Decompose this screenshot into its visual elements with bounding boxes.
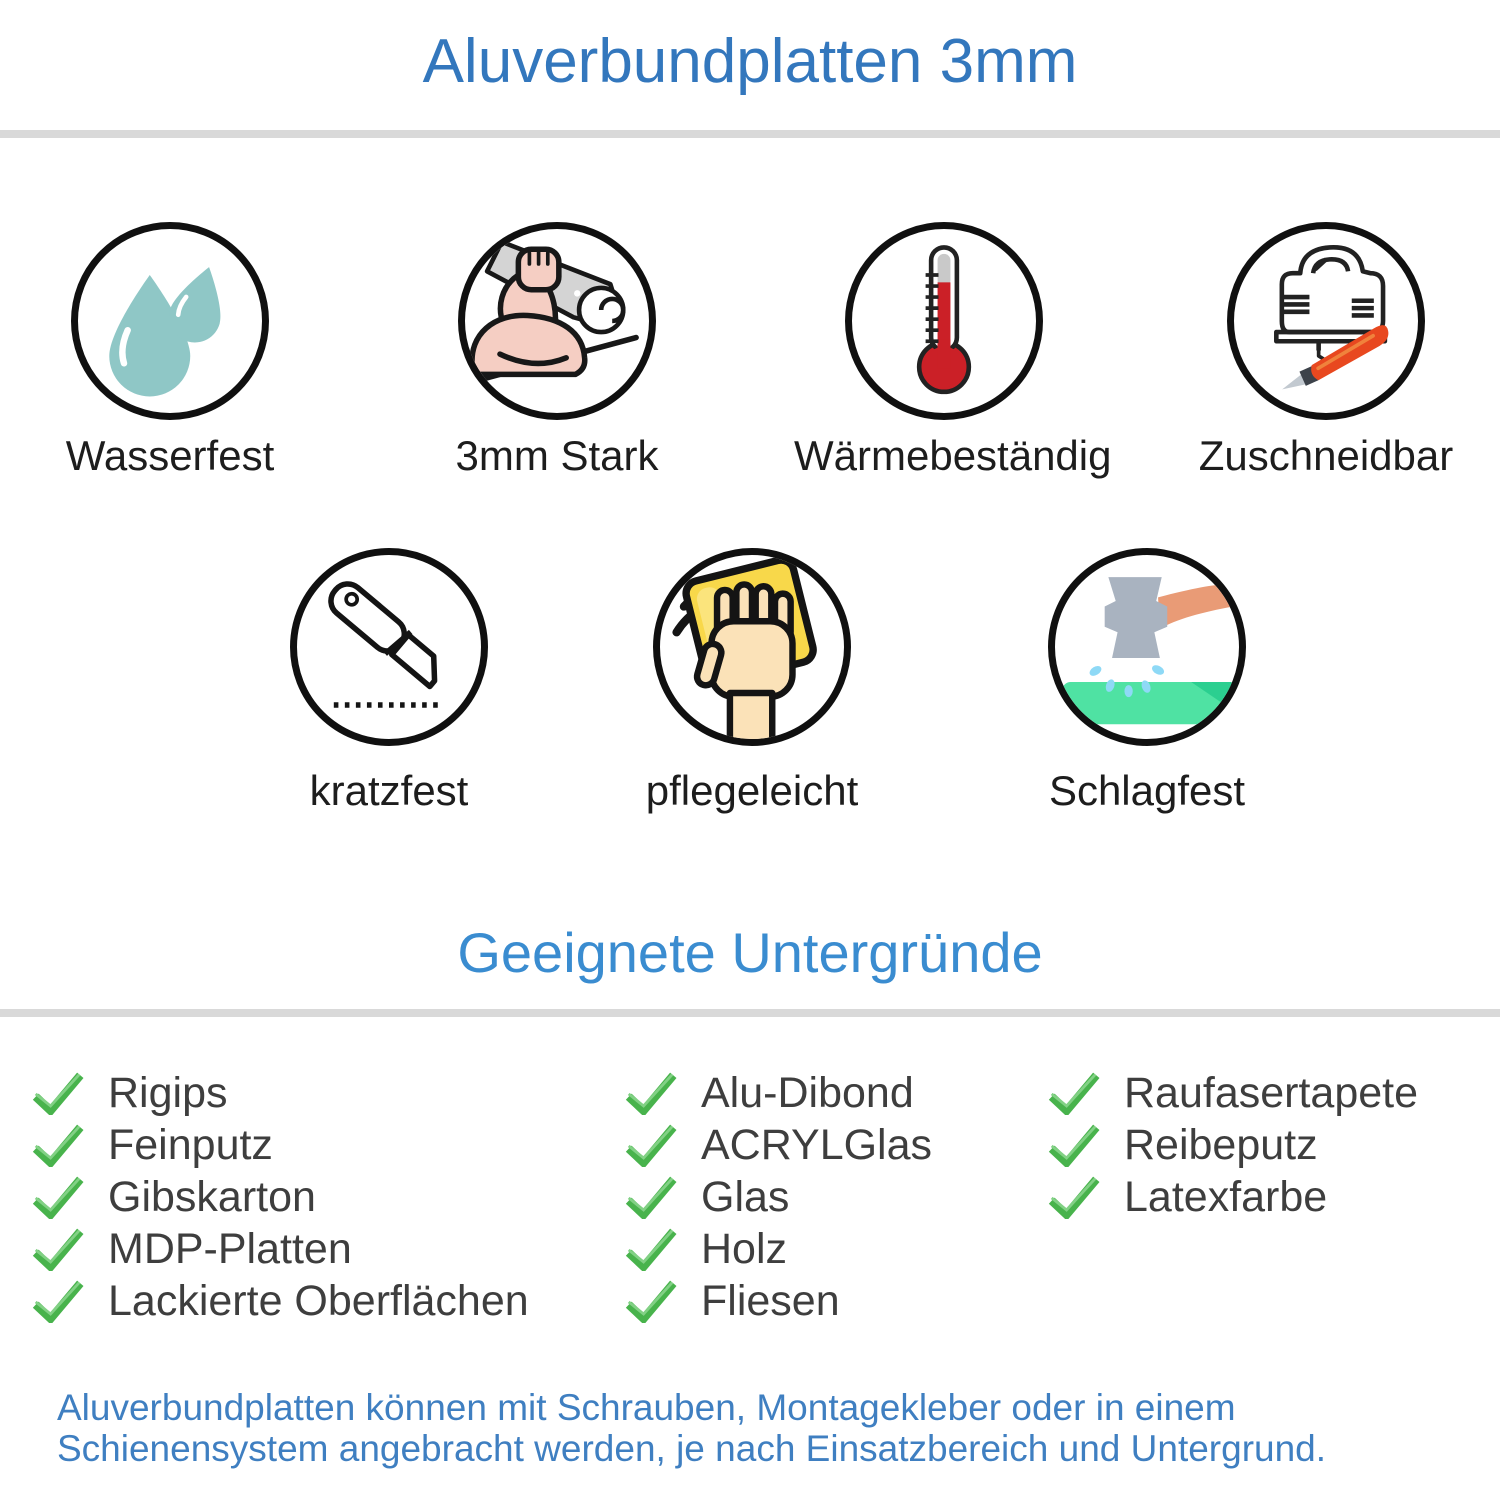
checkmark-icon bbox=[32, 1227, 84, 1271]
feature-waermebestaendig bbox=[794, 222, 1112, 481]
jigsaw-cutter-icon bbox=[1227, 222, 1425, 420]
mounting-note-line2: Schienensystem angebracht werden, je nach Einsatzbereich und Untergrund. bbox=[57, 1428, 1327, 1469]
water-drops-icon bbox=[71, 222, 269, 420]
list-item bbox=[625, 1067, 932, 1119]
feature-kratzfest bbox=[239, 548, 539, 816]
muscle-arm-icon bbox=[458, 222, 656, 420]
checkmark-icon bbox=[1048, 1071, 1100, 1115]
substrate-label: ACRYLGlas bbox=[701, 1120, 933, 1169]
page-title: Aluverbundplatten 3mm bbox=[422, 27, 1078, 96]
utility-knife-icon bbox=[290, 548, 488, 746]
feature-schlagfest bbox=[997, 548, 1297, 816]
substrate-label: Raufasertapete bbox=[1124, 1068, 1419, 1117]
list-item bbox=[32, 1171, 529, 1223]
checkmark-icon bbox=[32, 1071, 84, 1115]
list-item bbox=[1048, 1171, 1418, 1223]
feature-label: pflegeleicht bbox=[645, 767, 859, 814]
list-item bbox=[625, 1275, 932, 1327]
mounting-note-line1: Aluverbundplatten können mit Schrauben, Montagekleber oder in einem bbox=[57, 1387, 1236, 1428]
checkmark-icon bbox=[625, 1071, 677, 1115]
substrate-label: Feinputz bbox=[108, 1120, 273, 1169]
checkmark-icon bbox=[1048, 1123, 1100, 1167]
checkmark-icon bbox=[625, 1227, 677, 1271]
list-item bbox=[32, 1067, 529, 1119]
substrate-label: Alu-Dibond bbox=[701, 1068, 914, 1117]
feature-label: Schlagfest bbox=[1048, 767, 1246, 814]
list-item bbox=[1048, 1119, 1418, 1171]
mounting-note bbox=[57, 1387, 1477, 1469]
list-item bbox=[625, 1223, 932, 1275]
hammer-icon bbox=[1048, 548, 1246, 746]
checkmark-icon bbox=[32, 1279, 84, 1323]
substrate-column-3 bbox=[1048, 1067, 1418, 1223]
feature-wasserfest bbox=[20, 222, 320, 481]
checkmark-icon bbox=[32, 1123, 84, 1167]
list-item bbox=[32, 1119, 529, 1171]
substrate-label: Holz bbox=[701, 1224, 788, 1273]
divider-top bbox=[0, 130, 1500, 138]
thermometer-icon bbox=[845, 222, 1043, 420]
feature-label: Wärmebeständig bbox=[794, 432, 1112, 479]
list-item bbox=[1048, 1067, 1418, 1119]
substrate-label: Reibeputz bbox=[1124, 1120, 1318, 1169]
checkmark-icon bbox=[1048, 1175, 1100, 1219]
substrate-label: Lackierte Oberflächen bbox=[108, 1276, 529, 1325]
divider-section bbox=[0, 1009, 1500, 1017]
checkmark-icon bbox=[625, 1279, 677, 1323]
feature-label: kratzfest bbox=[309, 767, 469, 814]
list-item bbox=[32, 1275, 529, 1327]
feature-label: Zuschneidbar bbox=[1198, 432, 1454, 479]
substrate-label: Glas bbox=[701, 1172, 790, 1221]
substrate-label: Gibskarton bbox=[108, 1172, 316, 1221]
substrate-label: MDP-Platten bbox=[108, 1224, 352, 1273]
list-item bbox=[625, 1119, 932, 1171]
substrate-column-2 bbox=[625, 1067, 932, 1327]
list-item bbox=[32, 1223, 529, 1275]
feature-pflegeleicht bbox=[602, 548, 902, 816]
list-item bbox=[625, 1171, 932, 1223]
checkmark-icon bbox=[32, 1175, 84, 1219]
feature-label: Wasserfest bbox=[65, 432, 275, 479]
feature-label: 3mm Stark bbox=[455, 432, 659, 479]
checkmark-icon bbox=[625, 1123, 677, 1167]
substrate-label: Rigips bbox=[108, 1068, 228, 1117]
feature-3mm-stark bbox=[407, 222, 707, 481]
cleaning-hand-icon bbox=[653, 548, 851, 746]
substrate-label: Fliesen bbox=[701, 1276, 840, 1325]
checkmark-icon bbox=[625, 1175, 677, 1219]
substrate-label: Latexfarbe bbox=[1124, 1172, 1328, 1221]
feature-zuschneidbar bbox=[1176, 222, 1476, 481]
section-title: Geeignete Untergründe bbox=[457, 921, 1043, 984]
substrate-column-1 bbox=[32, 1067, 529, 1327]
